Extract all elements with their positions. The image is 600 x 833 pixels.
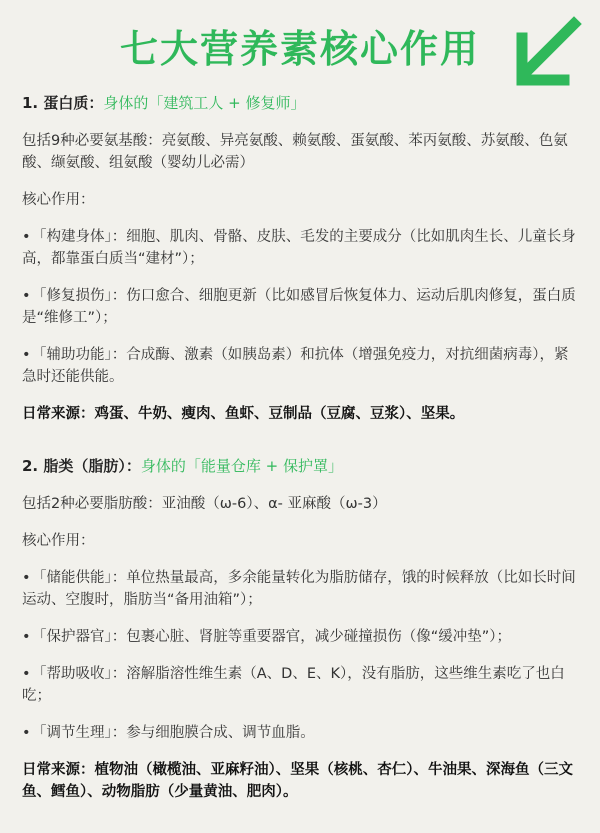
- protein-sources: 日常来源：鸡蛋、牛奶、瘦肉、鱼虾、豆制品（豆腐、豆浆）、坚果。: [22, 406, 465, 422]
- protein-bullet: [22, 226, 578, 270]
- protein-tagline: 身体的「建筑工人 + 修复师」: [103, 94, 306, 112]
- bullet-dot: •: [22, 229, 31, 245]
- fat-tagline: 身体的「能量仓库 + 保护罩」: [140, 457, 343, 475]
- fat-sources: 日常来源：植物油（橄榄油、亚麻籽油）、坚果（核桃、杏仁）、牛油果、深海鱼（三文鱼、鳕鱼）、动物脂肪（少量黄油、肥肉）。: [22, 762, 573, 800]
- fat-bullet: [22, 626, 578, 648]
- arrow-down-left-icon: [512, 14, 582, 94]
- fat-heading-label: 2. 脂类（脂肪）：: [22, 457, 141, 475]
- fat-bullet-text: 「调节生理」：参与细胞膜合成、调节血脂。: [32, 725, 315, 741]
- page-title: 七大营养素核心作用: [119, 27, 480, 71]
- fat-heading: [22, 455, 578, 477]
- protein-heading-label: 1. 蛋白质：: [22, 94, 104, 112]
- article-body: [22, 92, 578, 833]
- fat-core-label: 核心作用：: [22, 533, 95, 549]
- fat-bullet: [22, 663, 578, 707]
- protein-intro: 包括9种必要氨基酸：亮氨酸、异亮氨酸、赖氨酸、蛋氨酸、苯丙氨酸、苏氨酸、色氨酸、缬氨酸、组氨酸（婴幼儿必需）: [22, 133, 568, 171]
- bullet-dot: •: [22, 288, 31, 304]
- bullet-dot: •: [22, 666, 31, 682]
- fat-bullet: [22, 567, 578, 611]
- protein-core-label: 核心作用：: [22, 192, 95, 208]
- bullet-dot: •: [22, 347, 31, 363]
- fat-bullet-text: 「帮助吸收」：溶解脂溶性维生素（A、D、E、K），没有脂肪，这些维生素吃了也白吃；: [22, 666, 565, 704]
- protein-bullet: [22, 344, 578, 388]
- protein-bullet-text: 「构建身体」：细胞、肌肉、骨骼、皮肤、毛发的主要成分（比如肌肉生长、儿童长身高，都靠蛋白质当“建材”）；: [22, 229, 576, 267]
- fat-bullet-text: 「储能供能」：单位热量最高，多余能量转化为脂肪储存，饿的时候释放（比如长时间运动、空腹时，脂肪当“备用油箱”）；: [22, 570, 576, 608]
- protein-bullet-text: 「辅助功能」：合成酶、激素（如胰岛素）和抗体（增强免疫力，对抗细菌病毒），紧急时还能供能。: [22, 347, 569, 385]
- protein-bullet-text: 「修复损伤」：伤口愈合、细胞更新（比如感冒后恢复体力、运动后肌肉修复，蛋白质是“维修工”）；: [22, 288, 576, 326]
- bullet-dot: •: [22, 629, 31, 645]
- bullet-dot: •: [22, 570, 31, 586]
- fat-bullet-text: 「保护器官」：包裹心脏、肾脏等重要器官，减少碰撞损伤（像“缓冲垫”）；: [32, 629, 512, 645]
- protein-heading: [22, 92, 578, 114]
- protein-bullet: [22, 285, 578, 329]
- bullet-dot: •: [22, 725, 31, 741]
- fat-bullet: [22, 722, 578, 744]
- fat-intro: 包括2种必要脂肪酸：亚油酸（ω-6）、α- 亚麻酸（ω-3）: [22, 496, 387, 512]
